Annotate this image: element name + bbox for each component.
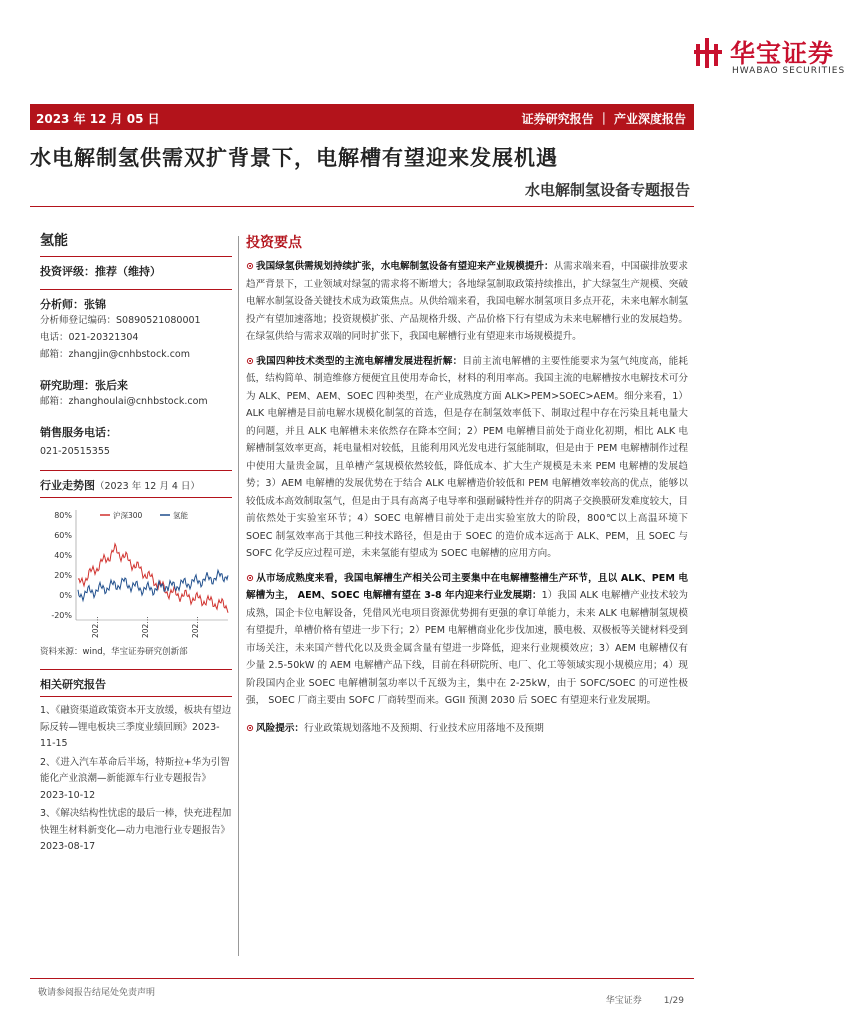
- related-item[interactable]: 2、《进入汽车革命后半场，特斯拉+华为引智能化产业浪潮—新能源车行业专题报告》2023-10-12: [40, 756, 230, 801]
- bullet-icon: ⊙: [246, 261, 255, 272]
- footer-disclaimer[interactable]: 敬请参阅报告结尾处免责声明: [38, 988, 156, 998]
- related-item[interactable]: 3、《解决结构性忧虑的最后一棒，快充进程加快锂生材料新变化—动力电池行业专题报告》2023-08-17: [40, 808, 232, 852]
- analyst-email[interactable]: 邮箱：zhangjin@cnhbstock.com: [40, 349, 190, 360]
- footer-page: [606, 993, 684, 1006]
- y-tick-label: 20%: [54, 571, 72, 580]
- x-tick-label: 202…: [191, 616, 200, 638]
- bullet-icon: ⊙: [246, 355, 255, 367]
- sales-tel: 021-20515355: [40, 446, 110, 457]
- title-divider: [30, 206, 694, 207]
- y-tick-label: 0%: [59, 591, 72, 600]
- key-point-2: ⊙ 我国四种技术类型的主流电解槽发展进程折解：目前主流电解槽的主要性能要求为氢气纯度高，能耗低，结构简单、制造维修方便便宜且使用寿命长，材料的利用率高。我国主流的电解槽按水电解技术可分为 ALK、PEM、AEM、SOEC 四种类型，在产业成熟度方面 ALK>PEM>SOEC>AEM。细分来看，1）ALK 电解槽是目前电解水规模化制氢的首选，但是存在制氢效率低下、制取过程中存在污染且耗电量大的问题，并且 ALK 电解槽未来依然存在降本空间；2）PEM 电解槽目前处于商业化初期，相比 ALK 电解槽制氢效率更高，耗电量相对较低，且能利用风光发电进行氢能制取，但是由于 PEM 电解槽制作过程中使用大量贵金属，且单槽产氢规模依然较低，降低成本、扩大生产规模是未来 PEM 电解槽的发展趋势；3）AEM 电解槽的发展优势在于结合 ALK 电解槽造价较低和 PEM 电解槽效率较高的优点，能够以较低成本高效制取氢气，但是由于具有高离子电导率和强耐碱特性并存的阴离子交换膜研发难度较大，目前依然处于实验室环节；4）SOEC 电解槽目前处于走出实验室放大的阶段，800℃以上高温环境下 SOEC 制氢效率高于其他三种技术路径，但是由于 SOEC 的造价成本远高于 ALK、PEM，且 SOEC 与 SOFC 化学反应过程可逆，未来氢能有望成为 SOEC 电解槽的应用方向。: [246, 355, 689, 559]
- divider: [40, 470, 232, 471]
- trend-header: [40, 477, 232, 495]
- y-tick-label: 80%: [54, 511, 72, 520]
- analyst-reg: 分析师登记编码：S0890521080001: [40, 315, 201, 326]
- sales-label: 销售服务电话：: [40, 426, 117, 439]
- footer-brand: 华宝证券: [605, 996, 642, 1006]
- trend-chart: [40, 504, 232, 644]
- x-tick-label: 202…: [141, 616, 150, 638]
- divider: [40, 669, 232, 670]
- chart-source: 资料来源：wind，华宝证券研究创新部: [40, 647, 188, 657]
- bullet-icon: ⊙: [246, 572, 255, 584]
- analyst-tel: 电话：021-20321304: [40, 332, 139, 343]
- assistant-email[interactable]: 邮箱：zhanghoulai@cnhbstock.com: [40, 396, 208, 407]
- series-hydrogen-line: [78, 570, 228, 600]
- legend-label: 氢能: [173, 511, 188, 520]
- trend-date: （2023 年 12 月 4 日）: [95, 481, 200, 492]
- analyst-name: 分析师：张锦: [40, 298, 106, 311]
- related-item[interactable]: 1、《融资渠道政策资本开支放缓，板块有望边际反转—锂电板块三季度业绩回顾》2023-11-15: [40, 705, 232, 749]
- divider: [40, 497, 232, 498]
- header-banner: [30, 104, 694, 130]
- y-tick-label: 40%: [54, 551, 72, 560]
- assistant-name: 研究助理：张后来: [40, 379, 128, 392]
- brand-name-cn: 华宝证券: [730, 39, 835, 68]
- key-point-3: ⊙ 从市场成熟度来看，我国电解槽生产相关公司主要集中在电解槽整槽生产环节，且以 ALK、PEM 电解槽为主， AEM、SOEC 电解槽有望在 3-8 年内迎来行业发展期：1）我国 ALK 电解槽产业技术较为成熟，国企卡位电解设备，凭借风光电项目资源优势拥有更强的拿订单能力，未来 ALK 电解槽制氢规模有望提升，单槽价格有望进一步下行；2）PEM 电解槽商业化步伐加速，膜电极、双极板等关键材料受到市场关注，未来国产替代化以及贵金属含量有望进一步降低，迎来行业规模效应；3）AEM 电解槽仅有少量 2.5-50kW 的 AEM 电解槽产品下线，目前在科研院所、电厂、化工等领域实现小规模应用；4）现阶段国内企业 SOEC 电解槽制氢功率以千瓦级为主，集中在 2-25kW，由于 SOFC/SOEC 的可逆性极强， SOEC 厂商主要由 SOFC 厂商转型而来。GGII 预测 2030 后 SOEC 有望迎来行业发展期。: [246, 572, 688, 706]
- report-date: 2023 年 12 月 05 日: [36, 112, 160, 126]
- left-sidebar: [40, 230, 232, 856]
- trend-title: 行业走势图: [40, 479, 95, 492]
- page-number: 1/29: [663, 996, 684, 1006]
- report-type: 证券研究报告 ｜ 产业深度报告: [521, 112, 686, 126]
- divider: [40, 289, 232, 290]
- x-tick-label: 202…: [91, 616, 100, 638]
- brand-logo-icon: [694, 38, 722, 68]
- column-divider: [238, 236, 239, 956]
- industry-label: 氢能: [40, 233, 68, 249]
- y-tick-label: 60%: [54, 531, 72, 540]
- trend-chart-svg: [40, 504, 232, 644]
- bullet-icon: ⊙: [246, 722, 255, 734]
- y-tick-label: -20%: [51, 611, 72, 620]
- rating: 投资评级：推荐（维持）: [40, 265, 161, 278]
- report-subtitle: 水电解制氢设备专题报告: [524, 181, 690, 199]
- divider: [40, 696, 232, 697]
- footer-divider: [30, 978, 694, 979]
- key-points-title: 投资要点: [246, 235, 302, 251]
- key-point-4: ⊙ 风险提示：行业政策规划落地不及预期、行业技术应用落地不及预期: [246, 722, 544, 734]
- divider: [40, 256, 232, 257]
- key-point-1: ⊙ 我国绿氢供需规划持续扩张，水电解制氢设备有望迎来产业规模提升：从需求端来看，中国碳排放要求趋严背景下，工业领域对绿氢的需求将不断增大；各地绿氢制取政策持续推出，扩大绿氢生产规模、突破电解水制氢设备关键技术成为政策焦点。从供给端来看，我国电解水制氢项目多点开花，未来电解水制氢投产有望加速落地；投资规模扩张、产品规格升级、产品价格下行有望成为未来电解槽行业的发展趋势。在绿氢供给与需求双端的同时扩张下，我国电解槽行业有望迎来市场规模提升。: [246, 261, 689, 342]
- legend-label: 沪深300: [113, 511, 143, 520]
- report-title: 水电解制氢供需双扩背景下，电解槽有望迎来发展机遇: [30, 146, 558, 170]
- related-title: 相关研究报告: [40, 678, 106, 691]
- brand-name-en: HWABAO SECURITIES: [732, 66, 845, 76]
- key-points: [246, 232, 688, 744]
